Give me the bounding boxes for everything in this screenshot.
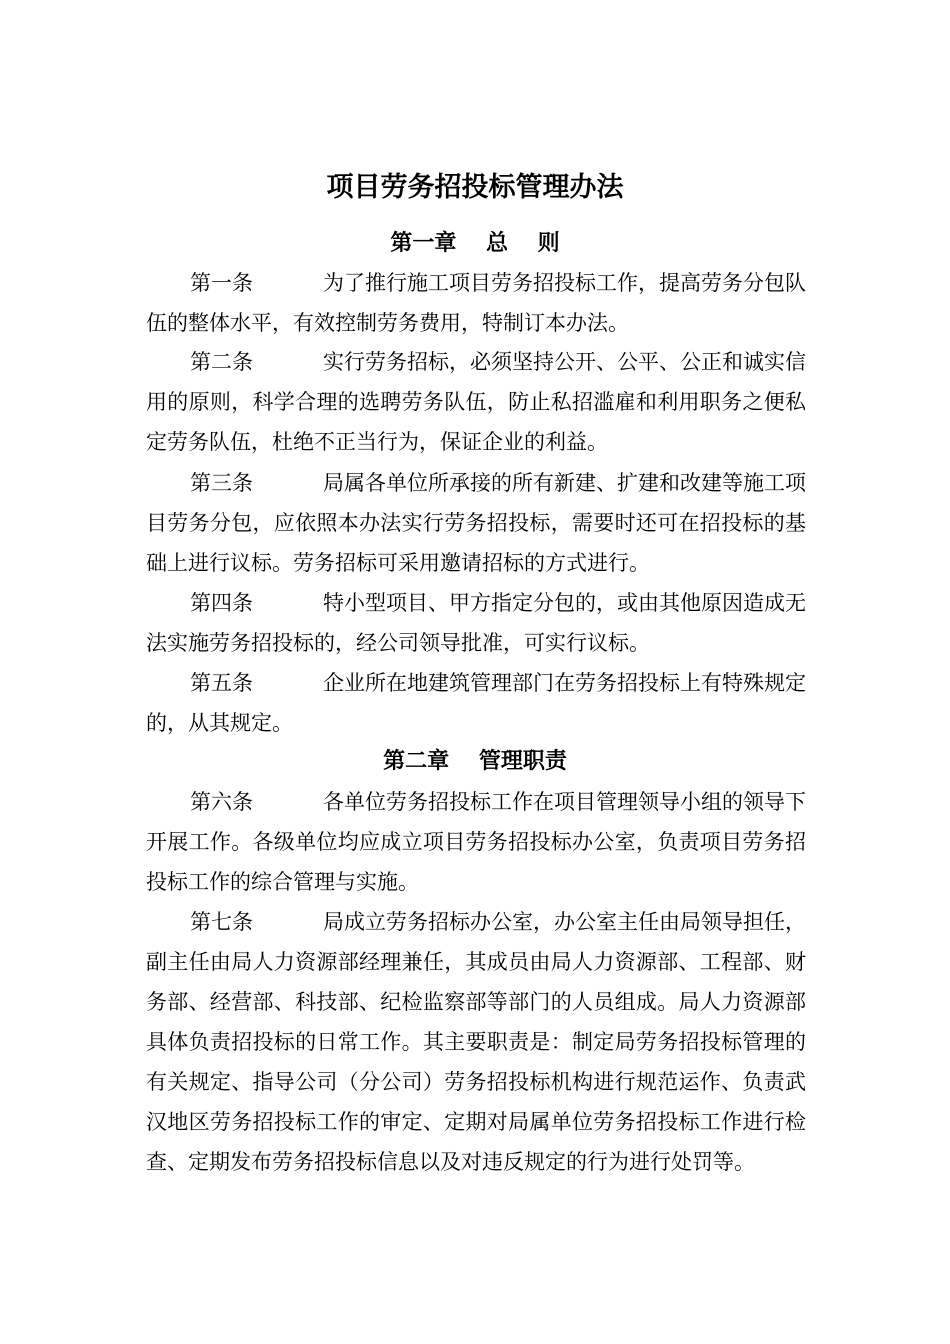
article-paragraph (146, 263, 806, 343)
article-text: 为了推行施工项目劳务招投标工作，提高劳务分包队伍的整体水平，有效控制劳务费用，特制订本办法。 (146, 271, 806, 335)
article-paragraph (146, 342, 806, 462)
article-number: 第六条 (190, 790, 253, 814)
article-text: 特小型项目、甲方指定分包的，或由其他原因造成无法实施劳务招投标的，经公司领导批准，可实行议标。 (146, 591, 806, 655)
chapter-heading: 第二章 管理职责 (383, 749, 567, 774)
chapter-heading: 第一章 总 则 (390, 231, 560, 256)
article-paragraph (146, 902, 806, 1182)
article-text: 局属各单位所承接的所有新建、扩建和改建等施工项目劳务分包，应依照本办法实行劳务招投标，需要时还可在招投标的基础上进行议标。劳务招标可采用邀请招标的方式进行。 (146, 471, 806, 575)
article-paragraph (146, 663, 806, 743)
article-text: 各单位劳务招投标工作在项目管理领导小组的领导下开展工作。各级单位均应成立项目劳务招投标办公室，负责项目劳务招投标工作的综合管理与实施。 (146, 790, 806, 894)
article-text: 企业所在地建筑管理部门在劳务招投标上有特殊规定的，从其规定。 (146, 671, 806, 735)
article-number: 第七条 (190, 910, 253, 934)
article-paragraph (146, 463, 806, 583)
article-number: 第一条 (190, 271, 253, 295)
article-paragraph (146, 583, 806, 663)
article-paragraph (146, 782, 806, 902)
article-text: 实行劳务招标，必须坚持公开、公平、公正和诚实信用的原则，科学合理的选聘劳务队伍，防止私招滥雇和利用职务之便私定劳务队伍，杜绝不正当行为，保证企业的利益。 (146, 350, 806, 454)
document-title: 项目劳务招投标管理办法 (326, 172, 624, 203)
article-number: 第四条 (190, 591, 253, 615)
article-text: 局成立劳务招标办公室，办公室主任由局领导担任，副主任由局人力资源部经理兼任，其成员由局人力资源部、工程部、财务部、经营部、科技部、纪检监察部等部门的人员组成。局人力资源部具体负责招投标的日常工作。其主要职责是：制定局劳务招投标管理的有关规定、指导公司（分公司）劳务招投标机构进行规范运作、负责武汉地区劳务招投标工作的审定、定期对局属单位劳务招投标工作进行检查、定期发布劳务招投标信息以及对违反规定的行为进行处罚等。 (146, 910, 806, 1174)
article-number: 第五条 (190, 671, 253, 695)
article-number: 第三条 (190, 471, 253, 495)
article-number: 第二条 (190, 350, 253, 374)
